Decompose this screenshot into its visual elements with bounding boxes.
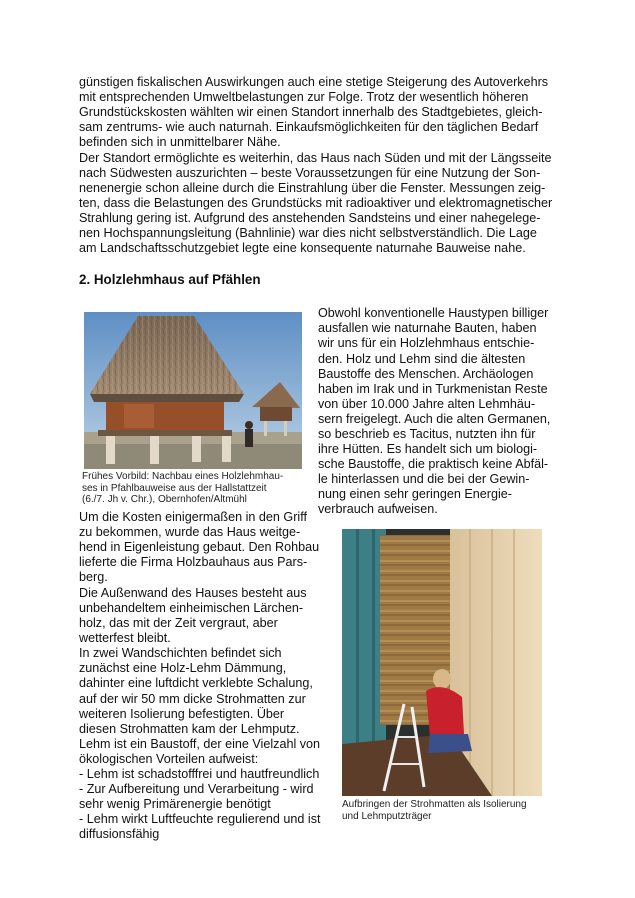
body-line: zu bekommen, wurde das Haus weitge- (79, 525, 301, 539)
body-line: Lehm ist ein Baustoff, der eine Vielzahl von (79, 737, 321, 751)
body-line: sern freigelegt. Auch die alten Germanen, (318, 412, 551, 426)
caption-line: Aufbringen der Strohmatten als Isolierung (342, 799, 527, 810)
body-line: dahinter eine luftdicht verklebte Schalung, (79, 676, 313, 690)
caption-line: ses in Pfahlbauweise aus der Hallstattzeit (82, 482, 267, 494)
body-line: ihre Hütten. Es handelt sich um biologi- (318, 442, 538, 456)
stilt-house-photo (84, 312, 302, 469)
body-line: diesen Strohmatten kam der Lehmputz. (79, 722, 300, 736)
photo2-caption (342, 799, 527, 822)
caption-line: (6./7. Jh v. Chr.), Obernhofen/Altmühl (82, 494, 247, 506)
body-line: holz, das mit der Zeit vergraut, aber (79, 616, 278, 630)
body-line: zunächst eine Holz-Lehm Dämmung, (79, 661, 287, 675)
intro-line: nen Hochspannungsleitung (Bahnlinie) war dies nicht selbstverständlich. Die Lage (79, 226, 537, 240)
intro-line: nach Südwesten auszurichten – beste Voraussetzungen für eine Nutzung der Son- (79, 166, 541, 180)
intro-line: günstigen fiskalischen Auswirkungen auch eine stetige Steigerung des Autoverkehrs (79, 75, 549, 89)
body-line: ausfallen wie naturnahe Bauten, haben (318, 321, 537, 335)
caption-line: und Lehmputzträger (342, 810, 432, 822)
intro-line: nenenergie schon alleine durch die Einstrahlung über die Fenster. Messungen zeig- (79, 181, 546, 195)
caption-line: Frühes Vorbild: Nachbau eines Holzlehmhau- (82, 471, 284, 482)
intro-line: am Landschaftsschutzgebiet legte eine konsequente naturnahe Bauweise nahe. (79, 241, 526, 255)
body-line: In zwei Wandschichten befindet sich (79, 646, 282, 660)
body-line: berg. (79, 570, 108, 584)
body-line: haben im Irak und in Turkmenistan Reste (318, 382, 548, 396)
section-heading: 2. Holzlehmhaus auf Pfählen (79, 272, 261, 287)
body-line: von über 10.000 Jahre alten Lehmhäu- (318, 397, 536, 411)
intro-line: Der Standort ermöglichte es weiterhin, das Haus nach Süden und mit der Längsseite (79, 151, 552, 165)
intro-line: mit entsprechenden Umweltbelastungen zur Folge. Trotz der wesentlich höheren (79, 90, 529, 104)
body-line: Um die Kosten einigermaßen in den Griff (79, 510, 307, 524)
body-line: verbrauch aufweisen. (318, 502, 438, 516)
body-line: - Lehm ist schadstofffrei und hautfreundlich (79, 767, 320, 781)
body-line: - Lehm wirkt Luftfeuchte regulierend und ist (79, 812, 321, 826)
straw-mat-interior-photo (342, 529, 542, 796)
body-line: Die Außenwand des Hauses besteht aus (79, 586, 307, 600)
body-line: ökologischen Vorteilen aufweist: (79, 752, 259, 766)
body-line: wir uns für ein Holzlehmhaus entschie- (318, 336, 535, 350)
intro-line: Grundstückskosten wählten wir einen Standort innerhalb des Stadtgebietes, gleich- (79, 105, 543, 119)
body-line: weiteren Isolierung befestigten. Über (79, 707, 285, 721)
body-line: unbehandeltem einheimischen Lärchen- (79, 601, 304, 615)
body-line: Obwohl konventionelle Haustypen billiger (318, 306, 549, 320)
body-line: sehr wenig Primärenergie benötigt (79, 797, 271, 811)
body-line: diffusionsfähig (79, 827, 160, 841)
intro-line: ten, dass die Belastungen des Grundstücks mit radioaktiver und elektromagnetischer (79, 196, 553, 210)
body-line: wetterfest bleibt. (79, 631, 171, 645)
intro-line: Strahlung gering ist. Aufgrund des anstehenden Sandsteins und einer nahegelege- (79, 211, 541, 225)
body-line: lieferte die Firma Holzbauhaus aus Pars- (79, 555, 308, 569)
body-line: auf der wir 50 mm dicke Strohmatten zur (79, 692, 306, 706)
body-line: so beschrieb es Tacitus, nutzten ihn für (318, 427, 536, 441)
body-line: hend in Eigenleistung gebaut. Den Rohbau (79, 540, 320, 554)
intro-line: befinden sich in unmittelbarer Nähe. (79, 135, 281, 149)
body-line: nung einen sehr geringen Energie- (318, 487, 512, 501)
body-line: - Zur Aufbereitung und Verarbeitung - wird (79, 782, 314, 796)
body-line: den. Holz und Lehm sind die ältesten (318, 352, 526, 366)
body-line: le hinterlassen und die bei der Gewin- (318, 472, 530, 486)
photo1-caption (82, 471, 283, 506)
body-line: sche Baustoffe, die praktisch keine Abfäl- (318, 457, 549, 471)
intro-line: sam zentrums- wie auch naturnah. Einkaufsmöglichkeiten für den täglichen Bedarf (79, 120, 539, 134)
body-line: Baustoffe des Menschen. Archäologen (318, 367, 534, 381)
